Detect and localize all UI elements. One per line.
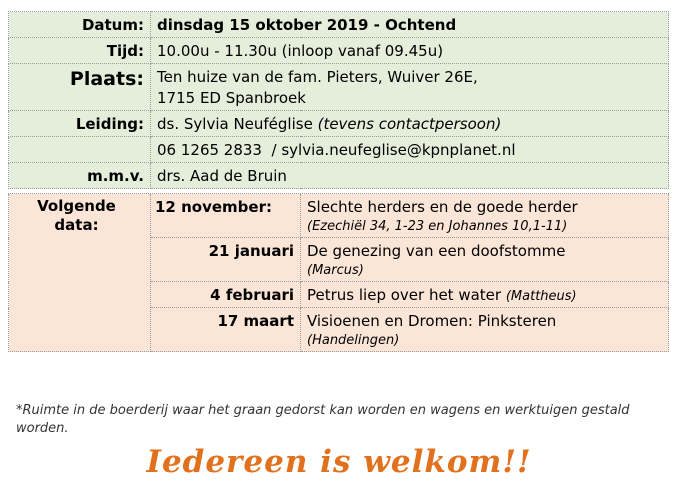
plaats-value	[151, 64, 669, 111]
upcoming-label-line-1: Volgende	[37, 197, 116, 215]
upcoming-date: 4 februari	[151, 282, 301, 308]
upcoming-ref: (Mattheus)	[505, 289, 577, 304]
leiding-name: ds. Sylvia Neuféglise	[157, 115, 313, 133]
upcoming-title: Slechte herders en de goede herder	[307, 198, 578, 216]
footnote: *Ruimte in de boerderij waar het graan gedorst kan worden en wagens en werktuigen gestald worden.	[16, 403, 630, 436]
upcoming-topic	[301, 238, 669, 282]
leiding-value	[151, 111, 669, 137]
contact-value: 06 1265 2833 / sylvia.neufeglise@kpnplanet.nl	[151, 137, 669, 163]
upcoming-date: 21 januari	[151, 238, 301, 282]
mmv-label: m.m.v.	[9, 163, 151, 189]
upcoming-topic	[301, 194, 669, 238]
datum-value: dinsdag 15 oktober 2019 - Ochtend	[151, 12, 669, 38]
upcoming-title: Visioenen en Dromen: Pinksteren	[307, 312, 557, 330]
leiding-label: Leiding:	[9, 111, 151, 137]
upcoming-date: 12 november:	[151, 194, 301, 238]
row-plaats	[9, 64, 669, 111]
plaats-label: Plaats:	[9, 64, 151, 111]
upcoming-date: 17 maart	[151, 308, 301, 352]
event-info-table	[8, 11, 668, 352]
upcoming-topic	[301, 308, 669, 352]
row-leiding	[9, 111, 669, 137]
row-tijd	[9, 38, 669, 64]
plaats-line-2: 1715 ED Spanbroek	[157, 89, 306, 107]
upcoming-row-1	[9, 194, 669, 238]
upcoming-ref: (Marcus)	[307, 263, 364, 278]
welcome-banner: Iedereen is welkom!!	[146, 444, 532, 480]
upcoming-label	[9, 194, 151, 352]
contact-label	[9, 137, 151, 163]
tijd-label: Tijd:	[9, 38, 151, 64]
mmv-value: drs. Aad de Bruin	[151, 163, 669, 189]
plaats-line-1: Ten huize van de fam. Pieters, Wuiver 26E,	[157, 68, 478, 86]
leiding-note: (tevens contactpersoon)	[317, 115, 502, 133]
upcoming-title: Petrus liep over het water	[307, 286, 502, 304]
upcoming-label-line-2: data:	[54, 216, 99, 234]
row-mmv	[9, 163, 669, 189]
tijd-value: 10.00u - 11.30u (inloop vanaf 09.45u)	[151, 38, 669, 64]
upcoming-ref: (Handelingen)	[307, 333, 400, 348]
upcoming-ref: (Ezechiël 34, 1-23 en Johannes 10,1-11)	[307, 219, 568, 234]
row-contact	[9, 137, 669, 163]
datum-label: Datum:	[9, 12, 151, 38]
upcoming-topic	[301, 282, 669, 308]
row-datum	[9, 12, 669, 38]
upcoming-title: De genezing van een doofstomme	[307, 242, 566, 260]
